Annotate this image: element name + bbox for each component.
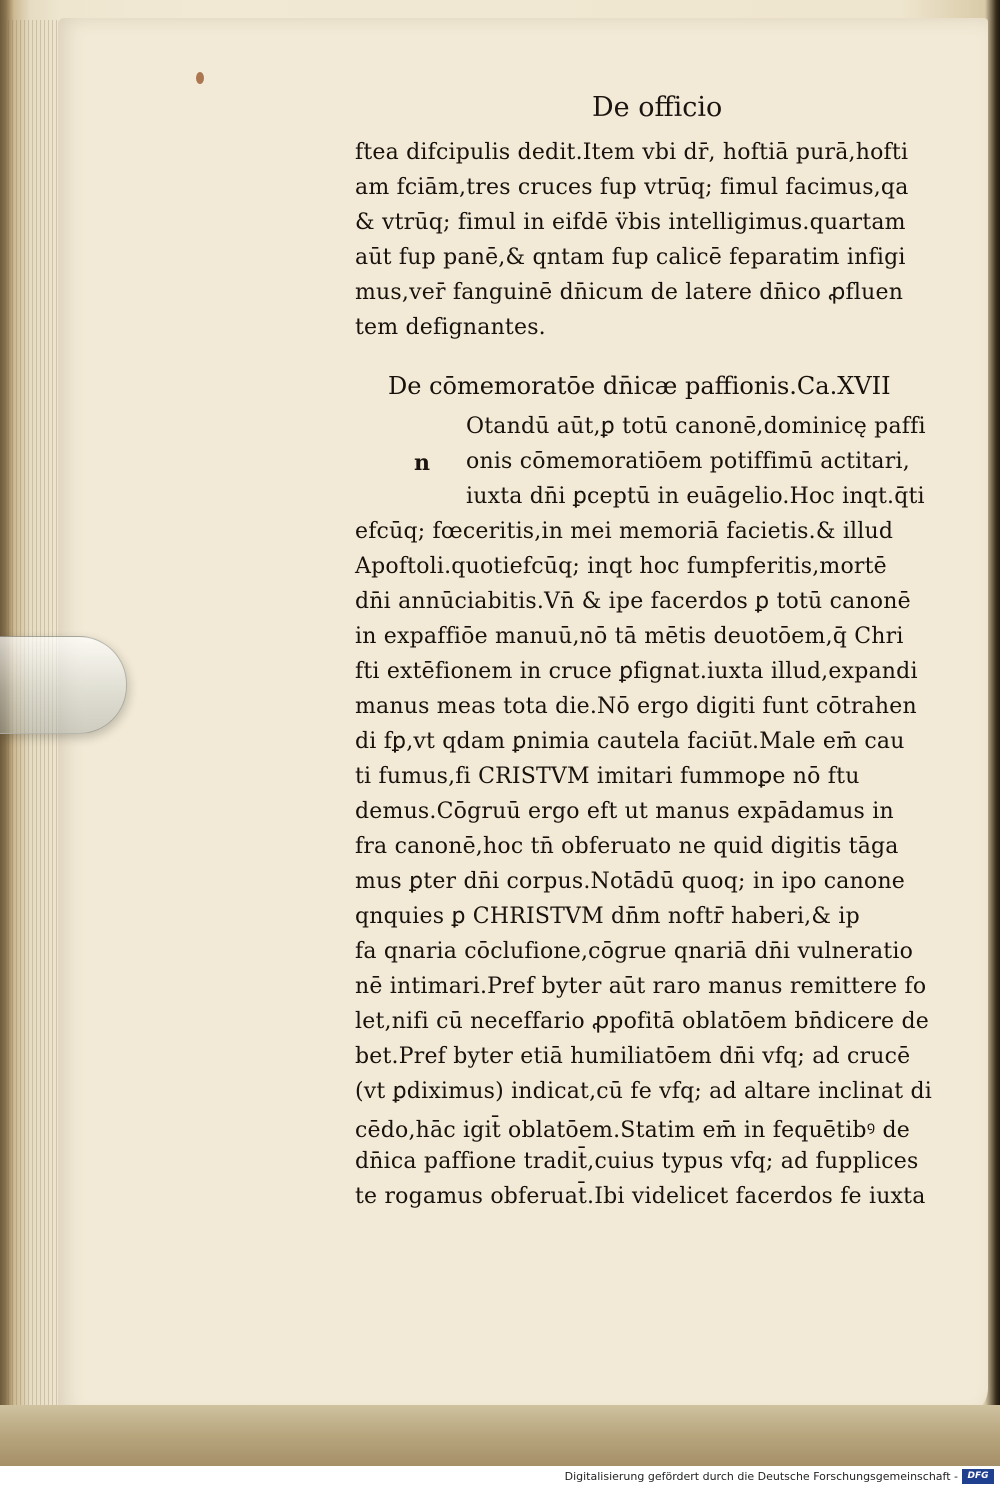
running-head: De officio [592,92,723,123]
text-line: (vt ꝑdiximus) indicat,cū fe vfq; ad altare inclinat di [355,1079,933,1104]
book-bottom-edge [0,1405,1000,1466]
text-line: aūt fup panē,& qntam fup calicē feparatim infigi [355,245,906,270]
text-line: manus meas tota die.Nō ergo digiti funt cōtrahen [355,694,917,719]
text-line: bet.Pref byter etiā humiliatōem dn̄i vfq; ad crucē [355,1044,911,1069]
text-line: in expaffiōe manuū,nō tā mētis deuotōem,q̄ Chri [355,624,904,649]
text-line: ftea difcipulis dedit.Item vbi dr̄, hoftiā purā,hofti [355,140,909,165]
text-line: qnquies ꝑ CHRISTVM dn̄m noftr̄ haberi,& ip [355,904,860,929]
dfg-logo: DFG [962,1469,994,1484]
text-line: nē intimari.Pref byter aūt raro manus remittere fo [355,974,927,999]
text-line: dn̄i annūciabitis.Vn̄ & ipe facerdos ꝑ totū canonē [355,589,911,614]
text-line: mus,ver̄ fanguinē dn̄icum de latere dn̄ico ꝓfluen [355,280,904,305]
stain-spot [196,72,204,84]
text-line: am fciām,tres cruces fup vtrūq; fimul facimus,qa [355,175,909,200]
text-line: iuxta dn̄i ꝑceptū in euāgelio.Hoc inqt.q̄ti [466,484,925,509]
text-line: efcūq; fœceritis,in mei memoriā facietis.& illud [355,519,894,544]
guide-letter: n [414,450,430,476]
text-line: mus ꝑter dn̄i corpus.Notādū quoq; in ipo canone [355,869,906,894]
page-holder-tab [0,636,127,734]
text-line: let,nifi cū neceffario ꝓpofitā oblatōem bn̄dicere de [355,1009,929,1034]
text-line: onis cōmemoratiōem potiffimū actitari, [466,449,910,474]
text-line: cēdo,hāc igit̄ oblatōem.Statim em̄ in fequētibꝰ de [355,1118,911,1143]
funding-notice: Digitalisierung gefördert durch die Deutsche Forschungsgemeinschaft - [564,1470,958,1483]
text-line: ti fumus,fi CRISTVM imitari fummoꝑe nō ftu [355,764,860,789]
text-line: te rogamus obferuat̄.Ibi videlicet facerdos fe iuxta [355,1184,926,1209]
text-line: Apoftoli.quotiefcūq; inqt hoc fumpferitis,mortē [355,554,887,579]
text-line: fa qnaria cōclufione,cōgrue qnariā dn̄i vulneratio [355,939,914,964]
text-line: dn̄ica paffione tradit̄,cuius typus vfq; ad fupplices [355,1149,919,1174]
text-line: di fꝑ,vt qdam ꝑnimia cautela faciūt.Male em̄ cau [355,729,905,754]
chapter-heading: De cōmemoratōe dn̄icæ paffionis.Ca.XVII [388,372,891,400]
text-line: fra canonē,hoc tn̄ obferuato ne quid digitis tāga [355,834,899,859]
text-line: Otandū aūt,ꝑ totū canonē,dominicę paffi [466,414,926,439]
text-line: & vtrūq; fimul in eifdē v̈bis intelligimus.quartam [355,210,906,235]
text-line: tem defignantes. [355,315,546,340]
text-line: demus.Cōgruū ergo eft ut manus expādamus in [355,799,894,824]
footer-bar [0,1466,1000,1489]
text-line: fti extēfionem in cruce ꝑfignat.iuxta illud,expandi [355,659,918,684]
